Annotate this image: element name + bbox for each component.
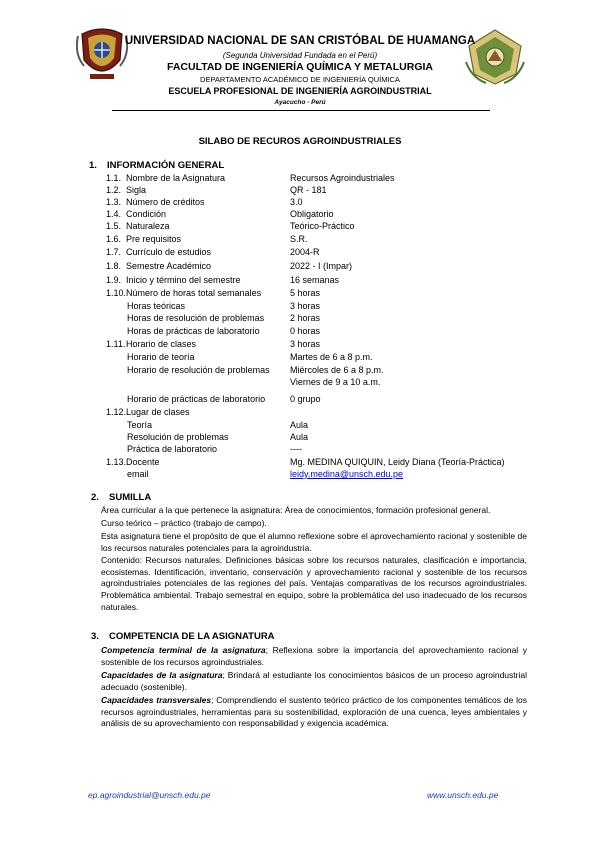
competence-label: Capacidades transversales [101, 695, 212, 705]
competence-terminal [101, 645, 527, 668]
section-title: INFORMACIÓN GENERAL [107, 160, 225, 171]
sumilla-area: Área curricular a la que pertenece la asignatura: Área de conocimientos, formación profesional general. [101, 505, 491, 515]
section-3-heading [91, 631, 275, 642]
sumilla-course-type: Curso teórico – práctico (trabajo de campo). [101, 518, 267, 528]
document-title: SILABO DE RECUROS AGROINDUSTRIALES [198, 136, 402, 147]
section-number: 2. [91, 492, 99, 503]
sumilla-content: Contenido: Recursos naturales. Definiciones básicas sobre los recursos naturales, clasificación e importancia, ecosistemas. Identificación, inventario, conservación y aprovechamiento racional y sostenible de los recursos agroindustriales potenciales de las regiones del país. Ventajas comparativas de los recursos agroindustriales. Problemática ambiental. Trabajo semestral en equipo, sobre la problemática del uso inadecuado de los recursos naturales. [101, 555, 527, 612]
sumilla-purpose: Esta asignatura tiene el propósito de que el alumno reflexione sobre el aprovechamiento racional y sostenible de los recursos naturales potenciales para la agroindustria. [101, 531, 527, 553]
footer-website-link[interactable]: www.unsch.edu.pe [427, 790, 499, 800]
section-number: 1. [89, 160, 97, 171]
competence-text: ; Brindará al estudiante los conocimientos básicos de un proceso agroindustrial adecuado (sostenible). [101, 670, 527, 692]
competence-label: Competencia terminal de la asignatura [101, 645, 266, 655]
competence-text: ; Reflexiona sobre la importancia del aprovechamiento racional y sostenible de los recursos agroindustriales. [101, 645, 527, 667]
syllabus-page: UNIVERSIDAD NACIONAL DE SAN CRISTÓBAL DE HUAMANGA (Segunda Universidad Fundada en el Perú) FACULTAD DE INGENIERÍA QUÍMICA Y METALURGIA DEPARTAMENTO ACADÉMICO DE INGENIERÍA QUÍMICA ESCUELA PROFESIONAL DE INGENIERÍA AGROINDUSTRIAL Ayacucho - Perú SILABO DE RECUROS AGROINDUSTRIALES 1. INFORMACIÓN GENERAL 1.1. Nombre de la Asignatura Recursos Agroindustriales 1.2. Sigla QR - 181 1.3. Número de créditos 3.0 1.4. Condición Obligatorio 1.5. Naturaleza Teórico-Práctico 1.6. Pre requisitos S.R. 1.7. Currículo de estudios 2004-R 1.8. Semestre Académico 2022 - I (Impar) 1.9. Inicio y término del semestre 16 semanas 1.10. Número de horas total semanales 5 horas Horas teóricas 3 horas Horas de resolución de problemas 2 horas Horas de prácticas de laboratorio 0 horas 1.11. Horario de clases 3 horas Horario de teoría Martes de 6 a 8 p.m. Horario de resolución de problemas Miércoles de 6 a 8 p.m. Viernes de 9 a 10 a.m. Horario de prácticas de laboratorio 0 grupo 1.12. Lugar de clases Teoría Aula Resolución de problemas Aula Práctica de laboratorio ---- 1.13. Docente Mg. MEDINA QUIQUIN, Leidy Diana (Teoría-Práctica) email leidy.medina@unsch.edu.pe 2. SUMILLA Área curricular a la que pertenece la asignatura: Área de conocimientos, formación profesional general. Curso teórico – práctico (trabajo de campo). Esta asignatura tiene el propósito de que el alumno reflexione sobre el aprovechamiento racional y sostenible de los recursos naturales potenciales para la agroindustria. Contenido: Recursos naturales. Definiciones básicas sobre los recursos naturales, clasificación e importancia, ecosistemas. Identificación, inventario, conservación y aprovechamiento racional y sostenible de los recursos agroindustriales potenciales de las regiones del país. Ventajas comparativas de los recursos agroindustriales. Problemática ambiental. Trabajo semestral en equipo, sobre la problemática del uso inadecuado de los recursos naturales. 3. COMPETENCIA DE LA ASIGNATURA Competencia terminal de la asignatura; Reflexiona sobre la importancia del aprovechamiento racional y sostenible de los recursos agroindustriales. Capacidades de la asignatura; Brindará al estudiante los conocimientos básicos de un proceso agroindustrial adecuado (sostenible). Capacidades transversales; Comprendiendo el sustento teórico práctico de los componentes temáticos de los recursos agroindustriales, herramientas para su sostenibilidad, exploración de una cuenca, leyes ambientales y análisis de su aprovechamiento con responsabilidad y exigencia académica. ep.agroindustrial@unsch.edu.pe www.unsch.edu.pe [0, 0, 600, 848]
competence-label: Capacidades de la asignatura [101, 670, 223, 680]
department-name: DEPARTAMENTO ACADÉMICO DE INGENIERÍA QUÍMICA [200, 75, 400, 84]
competence-transversal [101, 695, 527, 730]
header-divider [112, 110, 490, 111]
teacher-email-link[interactable]: leidy.medina@unsch.edu.pe [290, 469, 404, 479]
faculty-name: FACULTAD DE INGENIERÍA QUÍMICA Y METALURGIA [166, 61, 433, 73]
section-2-heading [91, 492, 151, 503]
competence-text: ; Comprendiendo el sustento teórico práctico de los componentes temáticos de los recursos agroindustriales, herramientas para su sostenibilidad, exploración de una cuenca, leyes ambientales y análisis de su aprovechamiento con responsabilidad y exigencia académica. [101, 695, 527, 729]
competence-capacities [101, 670, 527, 693]
section-title: SUMILLA [109, 492, 152, 503]
university-name: UNIVERSIDAD NACIONAL DE SAN CRISTÓBAL DE HUAMANGA [124, 35, 476, 47]
school-name: ESCUELA PROFESIONAL DE INGENIERÍA AGROINDUSTRIAL [168, 86, 432, 96]
footer-email-link[interactable]: ep.agroindustrial@unsch.edu.pe [88, 790, 211, 800]
section-title: COMPETENCIA DE LA ASIGNATURA [109, 631, 275, 642]
location: Ayacucho - Perú [274, 99, 326, 106]
university-subtitle: (Segunda Universidad Fundada en el Perú) [222, 51, 378, 60]
section-number: 3. [91, 631, 99, 642]
section-1-heading [89, 160, 224, 171]
